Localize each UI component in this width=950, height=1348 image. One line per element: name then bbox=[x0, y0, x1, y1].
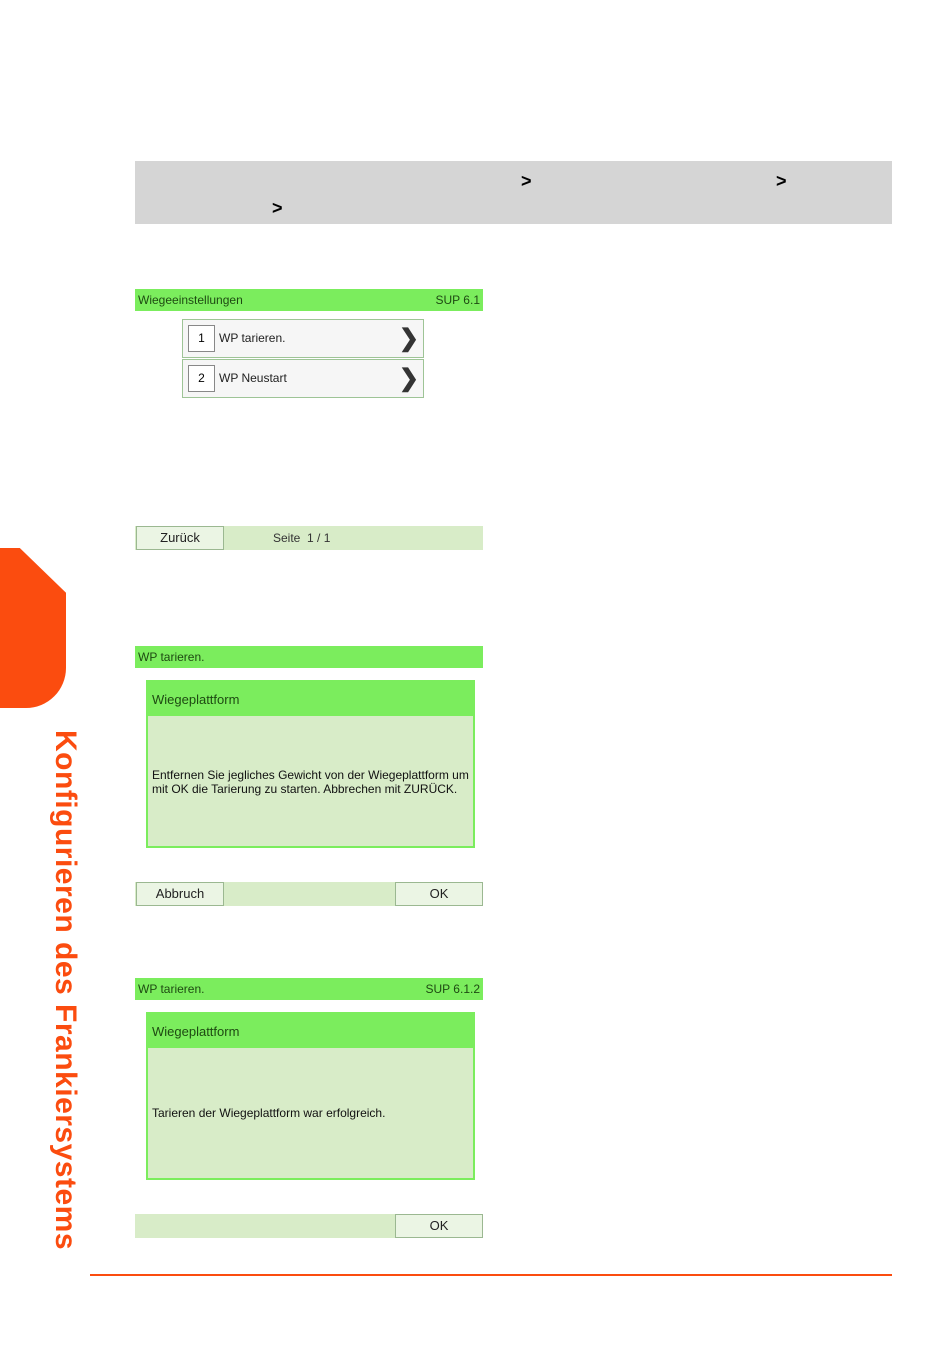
back-button[interactable]: Zurück bbox=[136, 526, 224, 550]
footer-rule bbox=[90, 1274, 892, 1276]
menu-item-label: WP tarieren. bbox=[219, 331, 286, 345]
menu-item-label: WP Neustart bbox=[219, 371, 287, 385]
screen-title-bar bbox=[135, 289, 483, 311]
menu-item-tare[interactable] bbox=[182, 319, 424, 358]
dialog-header bbox=[148, 1014, 473, 1048]
ok-button[interactable]: OK bbox=[395, 1214, 483, 1238]
menu-item-number: 1 bbox=[188, 325, 215, 352]
breadcrumb-arrow: > bbox=[272, 198, 283, 218]
dialog-message: Entfernen Sie jegliches Gewicht von der Wiegeplattform um mit OK die Tarierung zu starten. Abbrechen mit ZURÜCK. bbox=[152, 768, 469, 796]
screen-footer bbox=[135, 526, 483, 550]
ok-button[interactable]: OK bbox=[395, 882, 483, 906]
screen-title: Wiegeeinstellungen bbox=[138, 293, 243, 307]
menu-item-restart[interactable] bbox=[182, 359, 424, 398]
screen-footer bbox=[135, 1214, 483, 1238]
dialog-header bbox=[148, 682, 473, 716]
dialog-message: Tarieren der Wiegeplattform war erfolgreich. bbox=[152, 1106, 386, 1120]
menu-item-number: 2 bbox=[188, 365, 215, 392]
dialog-title: Wiegeplattform bbox=[152, 1024, 240, 1039]
dialog-box bbox=[146, 680, 475, 848]
screen-tare-confirm bbox=[135, 646, 483, 908]
dialog-box bbox=[146, 1012, 475, 1180]
chevron-right-icon: ❯ bbox=[398, 325, 419, 352]
screen-code: SUP 6.1.2 bbox=[425, 982, 480, 996]
screen-weigh-settings bbox=[135, 289, 483, 550]
chapter-title: Konfigurieren des Frankiersystems bbox=[49, 730, 82, 1251]
screen-tare-success bbox=[135, 978, 483, 1240]
breadcrumb-arrow: > bbox=[776, 171, 787, 191]
screen-title-bar bbox=[135, 646, 483, 668]
breadcrumb bbox=[135, 161, 892, 224]
screen-code: SUP 6.1 bbox=[435, 293, 480, 307]
screen-footer bbox=[135, 882, 483, 906]
chapter-tab bbox=[0, 548, 66, 708]
breadcrumb-arrow: > bbox=[521, 171, 532, 191]
screen-title: WP tarieren. bbox=[138, 650, 205, 664]
chevron-right-icon: ❯ bbox=[398, 365, 419, 392]
page-indicator: Seite 1 / 1 bbox=[273, 531, 331, 545]
cancel-button[interactable]: Abbruch bbox=[136, 882, 224, 906]
screen-title-bar bbox=[135, 978, 483, 1000]
dialog-title: Wiegeplattform bbox=[152, 692, 240, 707]
screen-title: WP tarieren. bbox=[138, 982, 205, 996]
